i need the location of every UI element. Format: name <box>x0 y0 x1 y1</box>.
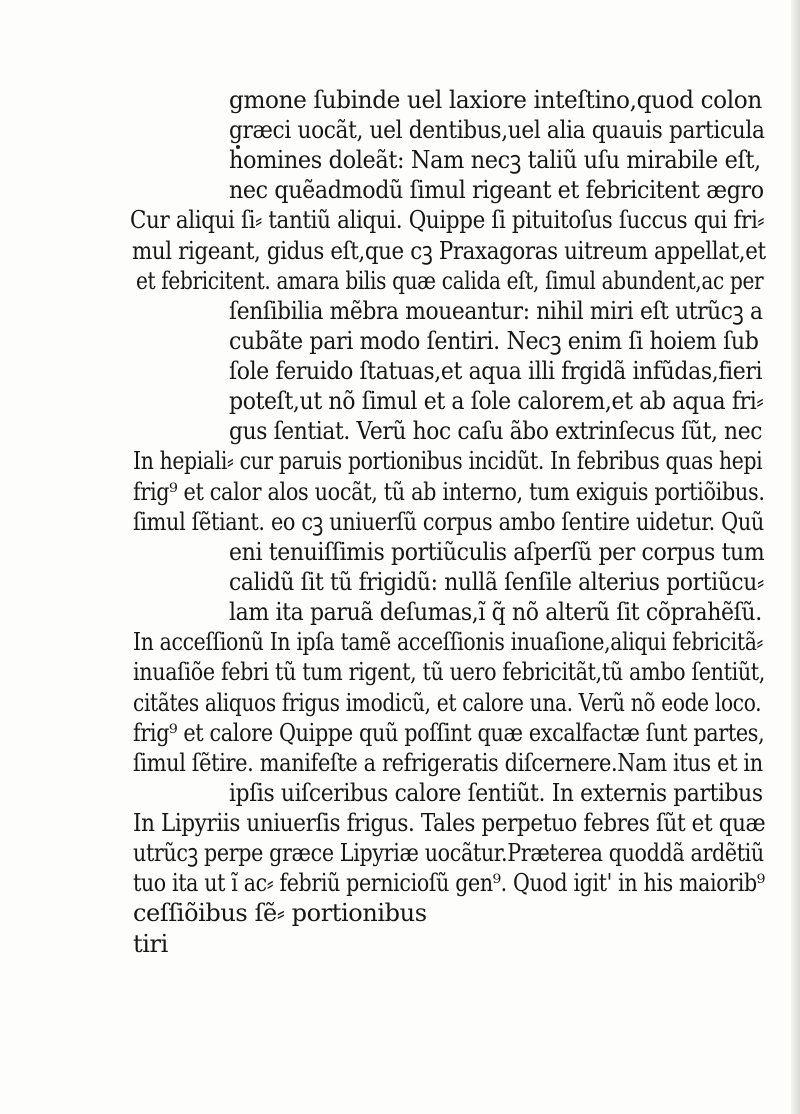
text-line: citãtes aliquos frigus imodicũ, et calore una. Verũ nõ eode loco. <box>133 689 762 717</box>
text-line: eni tenuiſſimis portiũculis aſperſũ per corpus tum <box>229 538 765 566</box>
text-line: ſole feruido ſtatuas,et aqua illi frgidã infũdas,fieri <box>229 357 763 385</box>
text-line: ſenſibilia mẽbra moueantur: nihil miri eſt utrũcꝫ a <box>229 297 763 325</box>
text-line: In hepiali⸗ cur paruis portionibus incidũt. In febribus quas hepi <box>133 447 763 475</box>
text-line: ſimul ſẽtiant. eo cꝫ uniuerſũ corpus ambo ſentire uidetur. Quũ <box>133 508 764 536</box>
text-line: Cur aliqui ſi⸗ tantiũ aliqui. Quippe ſi pituitoſus ſuccus qui fri⸗ <box>130 206 765 234</box>
text-line: mul rigeant, gidus eſt,que cꝫ Praxagoras uitreum appellat,et <box>132 237 766 265</box>
text-line: tiri <box>133 930 168 958</box>
text-line: tuo ita ut ĩ ac⸗ febriũ pernicioſũ gen⁹. Quod igit' in his maiorib⁹ <box>133 869 765 897</box>
text-line: lam ita paruã deſumas,ĩ q̃ nõ alterũ ſit cõprahẽſũ. <box>229 598 762 626</box>
text-line: homines doleãt: Nam necꝫ taliũ uſu mirabile eſt, <box>229 146 761 174</box>
text-line: utrũcꝫ perpe græce Lipyriæ uocãtur.Præterea quoddã ardẽtiũ <box>133 839 764 867</box>
text-line: gmone ſubinde uel laxiore inteſtino,quod colon <box>229 86 762 114</box>
text-line: ipſis uiſceribus calore ſentiũt. In externis partibus <box>229 779 763 807</box>
text-line: In Lipyriis uniuerſis frigus. Tales perpetuo febres ſũt et quæ <box>133 809 766 837</box>
text-line: gus ſentiat. Verũ hoc caſu ãbo extrinſecus ſũt, nec <box>229 417 763 445</box>
text-line: inuaſiõe febri tũ tum rigent, tũ uero febricitãt,tũ ambo ſentiũt, <box>133 658 765 686</box>
text-line: nec quẽadmodũ ſimul rigeant et febricitent ægro <box>229 176 764 204</box>
text-line: et febricitent. amara bilis quæ calida eſt, ſimul abundent,ac per <box>136 267 764 295</box>
text-line: ſimul ſẽtire. manifeſte a refrigeratis diſcernere.Nam itus et in <box>133 749 763 777</box>
text-line: ceſſiõibus ſẽ⸗ portionibus <box>133 899 427 927</box>
text-line: græci uocãt, uel dentibus,uel alia quauis particula <box>229 116 765 144</box>
text-line: poteſt,ut nõ ſimul et a ſole calorem,et ab aqua fri⸗ <box>229 387 764 415</box>
text-line: calidũ ſit tũ frigidũ: nullã ſenſile alterius portiũcu⸗ <box>229 568 764 596</box>
text-line: frig⁹ et calor alos uocãt, tũ ab interno, tum exiguis portiõibus. <box>133 478 765 506</box>
text-line: In acceſſionũ In ipſa tamẽ acceſſionis inuaſione,aliqui febricitã⸗ <box>133 628 763 656</box>
text-line: frig⁹ et calore Quippe quũ poſſint quæ excalfactæ ſunt partes, <box>133 719 765 747</box>
text-line: cubãte pari modo ſentiri. Necꝫ enim ſi hoiem ſub <box>229 327 759 355</box>
